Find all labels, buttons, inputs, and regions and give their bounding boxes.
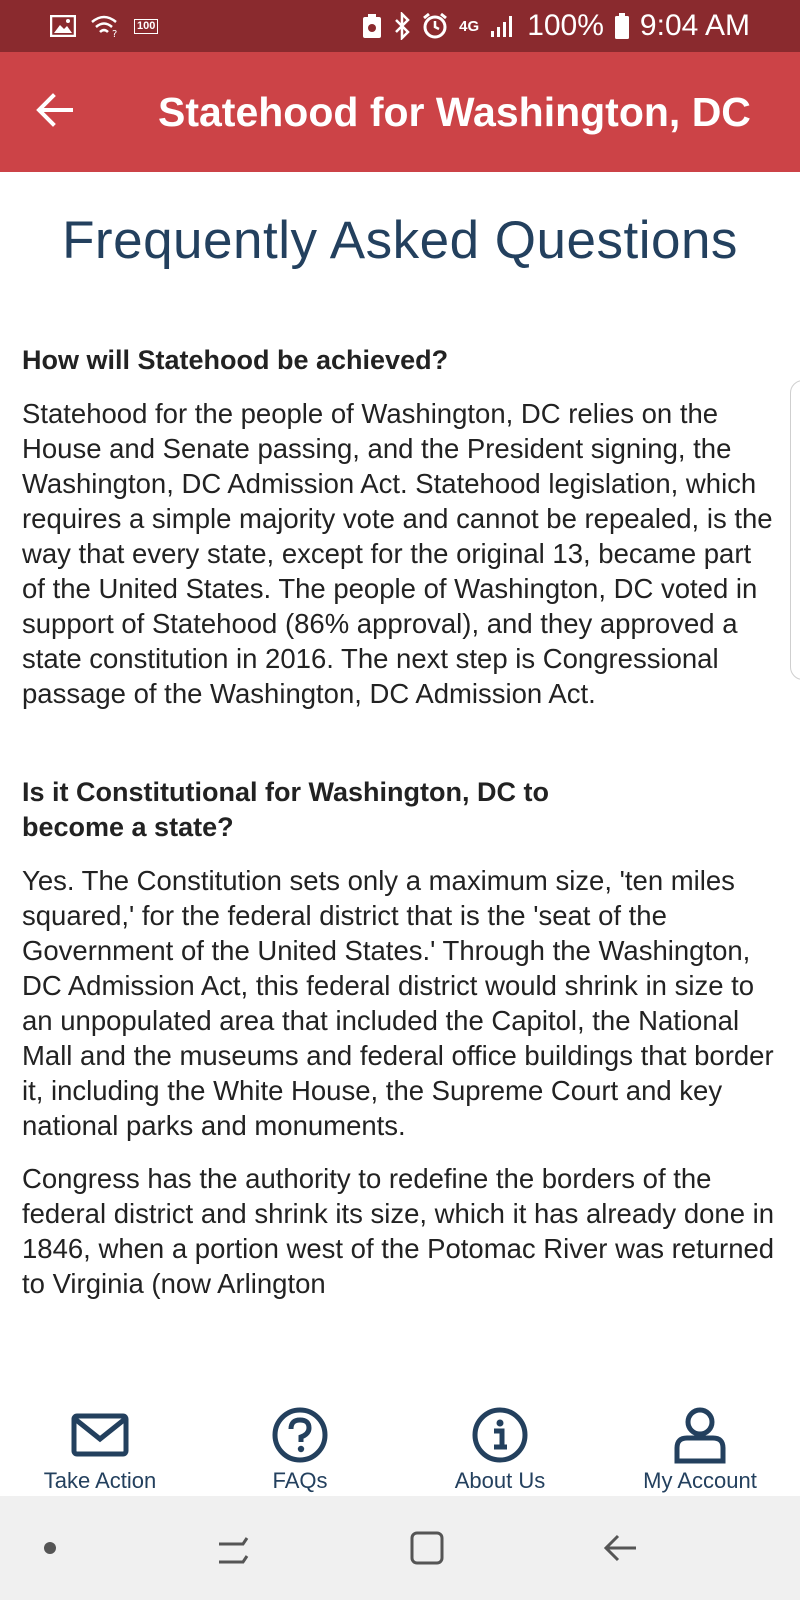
status-right xyxy=(361,9,750,43)
nav-about-us[interactable] xyxy=(400,1384,600,1494)
app-bar xyxy=(0,52,800,172)
network-type-icon: 4G xyxy=(459,17,480,35)
nav-my-account[interactable] xyxy=(600,1384,800,1494)
nav-label: About Us xyxy=(454,1468,546,1493)
svg-text:?: ? xyxy=(112,29,118,38)
faq-content[interactable] xyxy=(0,172,800,1384)
battery-small-badge: 100 xyxy=(134,19,158,34)
back-nav-icon[interactable] xyxy=(600,1528,640,1568)
status-bar xyxy=(0,0,800,52)
recent-apps-icon[interactable] xyxy=(213,1528,253,1568)
question-circle-icon xyxy=(272,1404,328,1466)
clock: 9:04 AM xyxy=(639,9,750,42)
back-button[interactable] xyxy=(0,52,110,172)
nav-label: Take Action xyxy=(43,1468,157,1493)
scroll-handle[interactable] xyxy=(790,380,800,680)
battery-saver-icon xyxy=(361,13,383,39)
page-title: Frequently Asked Questions xyxy=(62,211,738,270)
app-title: Statehood for Washington, DC xyxy=(158,88,751,135)
signal-icon xyxy=(489,13,517,39)
dot-icon[interactable] xyxy=(40,1538,60,1558)
nav-take-action[interactable] xyxy=(0,1384,200,1494)
battery-percent: 100% xyxy=(527,9,604,42)
battery-icon xyxy=(614,12,630,40)
faq-answer: Statehood for the people of Washington, DC relies on the House and Senate passing, and the President signing, the Washington, DC Admission Act. Statehood legislation, which requires a simple majority vote and cannot be repealed, is the way that every state, except for the original 13, became part of the United States. The people of Washington, DC voted in support of Statehood (86% approval), and they approved a state constitution in 2016. The next step is Congressional passage of the Washington, DC Admission Act. xyxy=(22,398,773,709)
info-circle-icon xyxy=(472,1404,528,1466)
user-icon xyxy=(673,1404,727,1466)
faq-item xyxy=(22,343,778,711)
system-nav-bar xyxy=(0,1496,800,1600)
faq-item xyxy=(22,775,778,1301)
faq-question: How will Statehood be achieved? xyxy=(22,345,449,375)
home-icon[interactable] xyxy=(407,1528,447,1568)
nav-faqs[interactable] xyxy=(200,1384,400,1494)
nav-label: My Account xyxy=(643,1468,757,1493)
bottom-nav xyxy=(0,1384,800,1496)
faq-question: Is it Constitutional for Washington, DC to become a state? xyxy=(22,777,549,842)
faq-answer: Congress has the authority to redefine the borders of the federal district and shrink its size, which it has already done in 1846, when a portion west of the Potomac River was returned to Virginia (now Arlington xyxy=(22,1163,775,1299)
nav-label: FAQs xyxy=(272,1468,328,1493)
bluetooth-icon xyxy=(393,12,411,40)
arrow-left-icon xyxy=(35,92,75,133)
status-left xyxy=(50,14,158,38)
alarm-icon xyxy=(421,12,449,40)
envelope-icon xyxy=(71,1404,129,1466)
wifi-question-icon xyxy=(90,14,120,38)
faq-answer: Yes. The Constitution sets only a maximum size, 'ten miles squared,' for the federal district that is the 'seat of the Government of the United States.' Through the Washington, DC Admission Act, this federal district would shrink in size to an unpopulated area that included the Capitol, the National Mall and the museums and federal office buildings that border it, including the White House, the Supreme Court and key national parks and monuments. xyxy=(22,865,774,1141)
image-icon xyxy=(50,15,76,37)
